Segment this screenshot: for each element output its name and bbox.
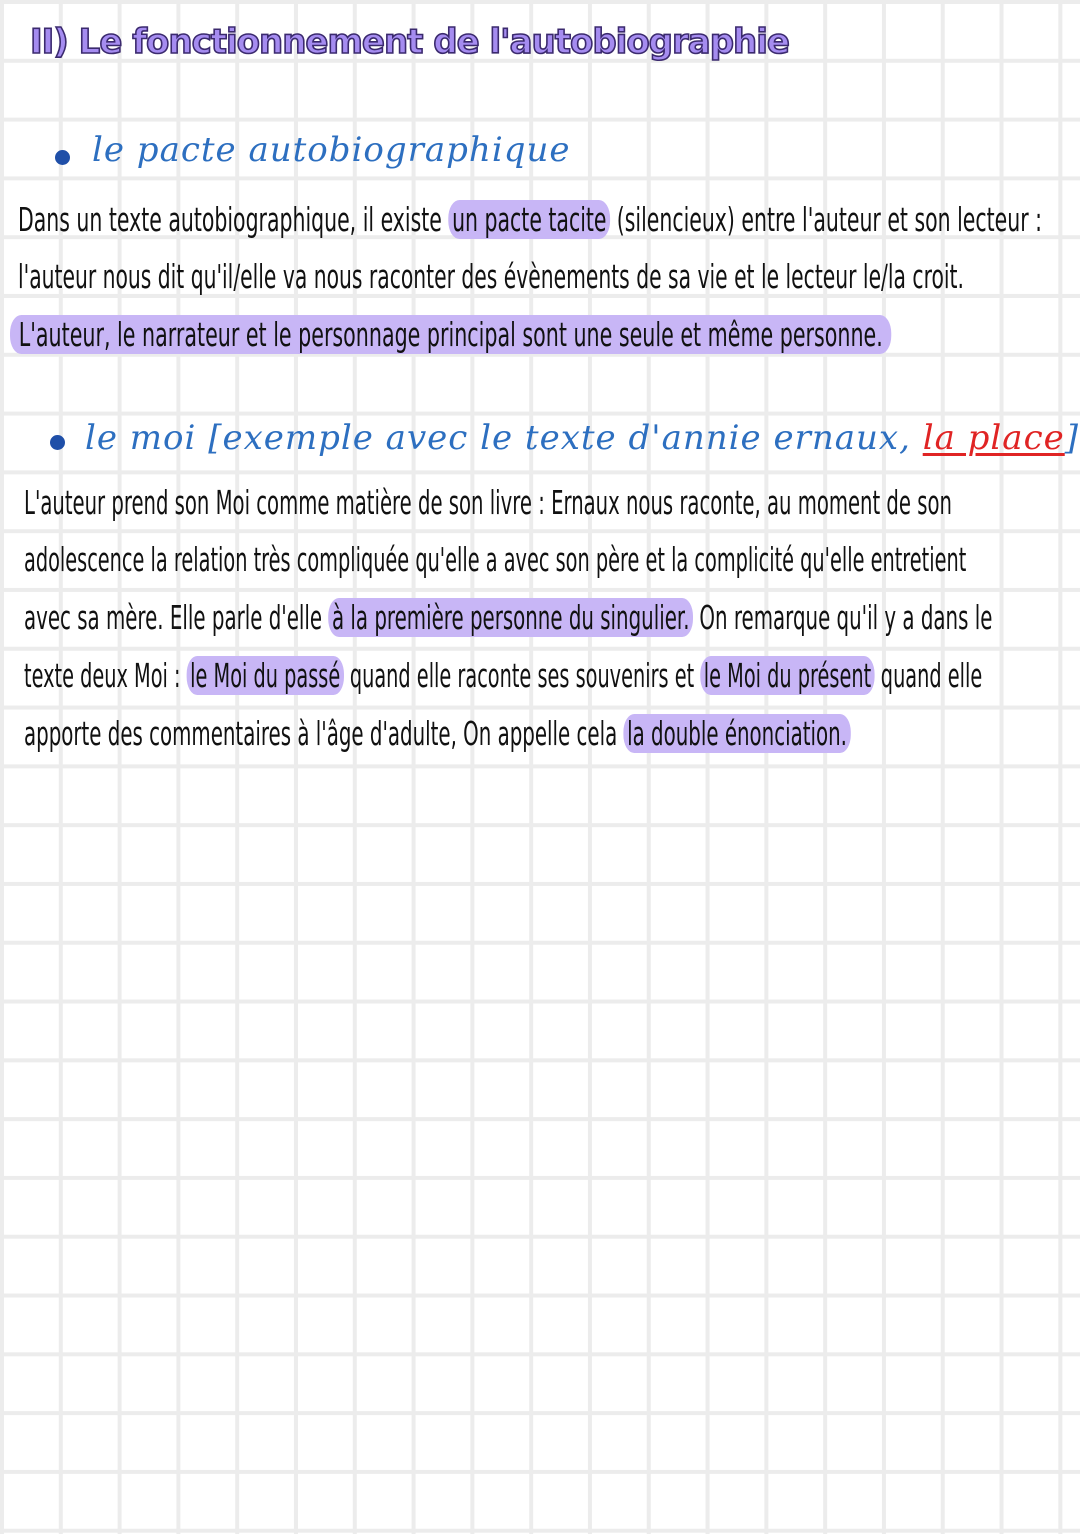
paragraph-line xyxy=(18,255,964,299)
text: quand elle raconte ses souvenirs et xyxy=(343,656,701,695)
text: adolescence la relation très compliquée qu'elle a avec son père et la complicité qu'elle entretient xyxy=(24,540,967,579)
book-title: la place xyxy=(922,418,1065,458)
text: avec sa mère. Elle parle d'elle xyxy=(24,598,329,637)
text: texte deux Moi : xyxy=(24,656,187,695)
highlight: à la première personne du singulier. xyxy=(328,598,693,637)
text: L'auteur prend son Moi comme matière de son livre : Ernaux nous raconte, au moment de son xyxy=(24,483,952,522)
paragraph-line xyxy=(24,654,982,698)
heading-text: le moi [exemple avec le texte d'annie ernaux, xyxy=(85,418,923,458)
highlight: le Moi du présent xyxy=(700,656,874,695)
text: l'auteur nous dit qu'il/elle va nous raconter des évènements de sa vie et le lecteur le/la croit. xyxy=(18,257,964,296)
paragraph-line xyxy=(24,481,952,525)
text: apporte des commentaires à l'âge d'adulte, On appelle cela xyxy=(24,714,624,753)
paragraph-line xyxy=(24,538,966,582)
highlight: L'auteur, le narrateur et le personnage principal sont une seule et même personne. xyxy=(10,315,892,354)
section-heading-pacte: le pacte autobiographique xyxy=(92,130,571,170)
text: (silencieux) entre l'auteur et son lecteur : xyxy=(610,200,1043,239)
bullet-icon xyxy=(55,150,70,165)
text: quand elle xyxy=(874,656,983,695)
bracket: ] xyxy=(1064,418,1079,458)
text: Dans un texte autobiographique, il existe xyxy=(18,200,449,239)
highlight: le Moi du passé xyxy=(187,656,344,695)
paragraph-line xyxy=(24,712,851,756)
paragraph-line xyxy=(18,198,1042,242)
page-title: II) Le fonctionnement de l'autobiographie xyxy=(30,22,789,62)
bullet-icon xyxy=(50,435,65,450)
paragraph-line xyxy=(10,313,892,357)
text: On remarque qu'il y a dans le xyxy=(693,598,993,637)
highlight: un pacte tacite xyxy=(448,200,610,239)
section-heading-moi xyxy=(85,418,1079,458)
highlight: la double énonciation. xyxy=(624,714,851,753)
paragraph-line xyxy=(24,596,992,640)
